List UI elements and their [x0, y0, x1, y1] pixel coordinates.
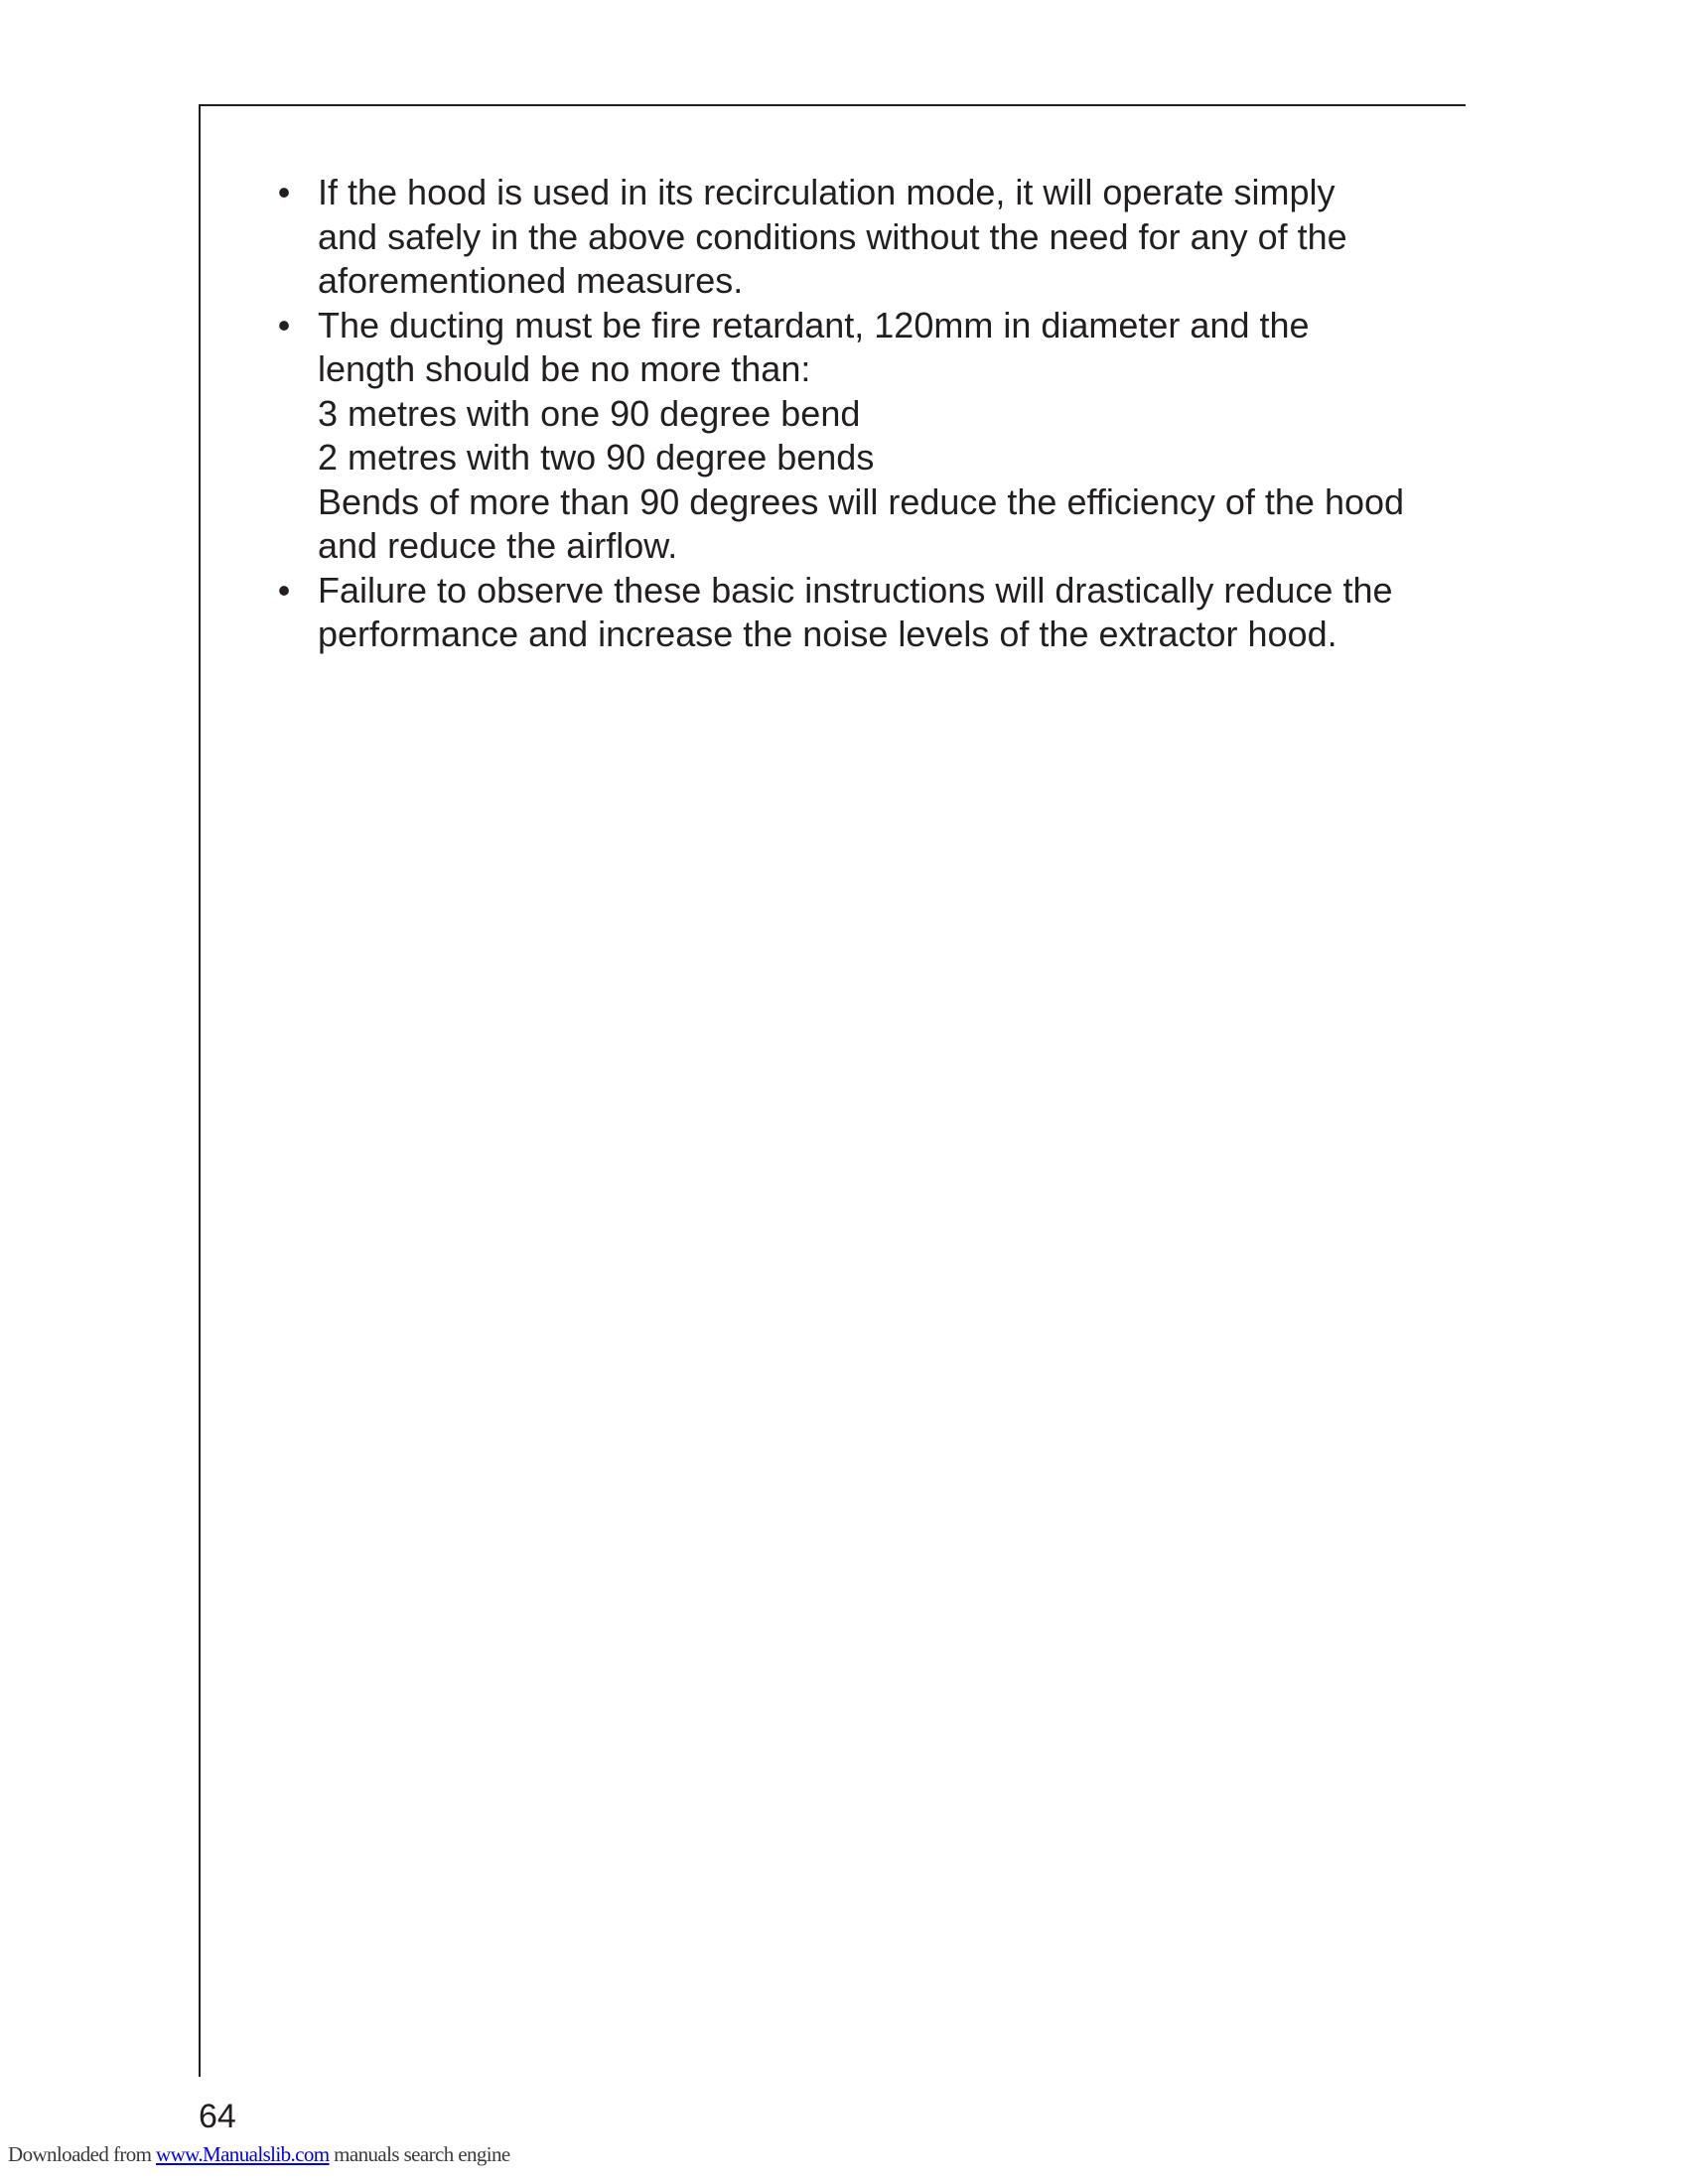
- text-line: Failure to observe these basic instructions will drastically reduce the: [318, 569, 1393, 611]
- text-line: aforementioned measures.: [318, 260, 744, 301]
- text-line: If the hood is used in its recirculation mode, it will operate simply: [318, 172, 1336, 212]
- page-frame-left-rule: [199, 104, 201, 2077]
- bullet-item-recirculation: [274, 171, 1446, 304]
- download-footer: [8, 2142, 510, 2166]
- bullet-icon: •: [277, 569, 291, 611]
- bullet-item-failure-warning: [274, 569, 1446, 657]
- text-line: 3 metres with one 90 degree bend: [318, 392, 861, 434]
- text-line: performance and increase the noise levels of the extractor hood.: [318, 614, 1337, 654]
- page-number: 64: [199, 2098, 236, 2135]
- page-content: [274, 171, 1446, 657]
- page-frame-top-rule: [199, 104, 1466, 106]
- text-line: The ducting must be fire retardant, 120mm in diameter and the: [318, 304, 1310, 345]
- text-line: 2 metres with two 90 degree bends: [318, 437, 875, 478]
- footer-prefix: Downloaded from: [8, 2142, 157, 2166]
- bullet-item-ducting: [274, 304, 1446, 569]
- manualslib-link[interactable]: www.Manualslib.com: [156, 2142, 330, 2166]
- text-line: and safely in the above conditions without the need for any of the: [318, 215, 1347, 257]
- bullet-list: [274, 171, 1446, 657]
- text-line: Bends of more than 90 degrees will reduce the efficiency of the hood: [318, 480, 1405, 522]
- footer-suffix: manuals search engine: [329, 2142, 510, 2166]
- text-line: length should be no more than:: [318, 348, 811, 389]
- bullet-icon: •: [277, 304, 291, 345]
- bullet-icon: •: [277, 172, 291, 212]
- text-line: and reduce the airflow.: [318, 525, 678, 566]
